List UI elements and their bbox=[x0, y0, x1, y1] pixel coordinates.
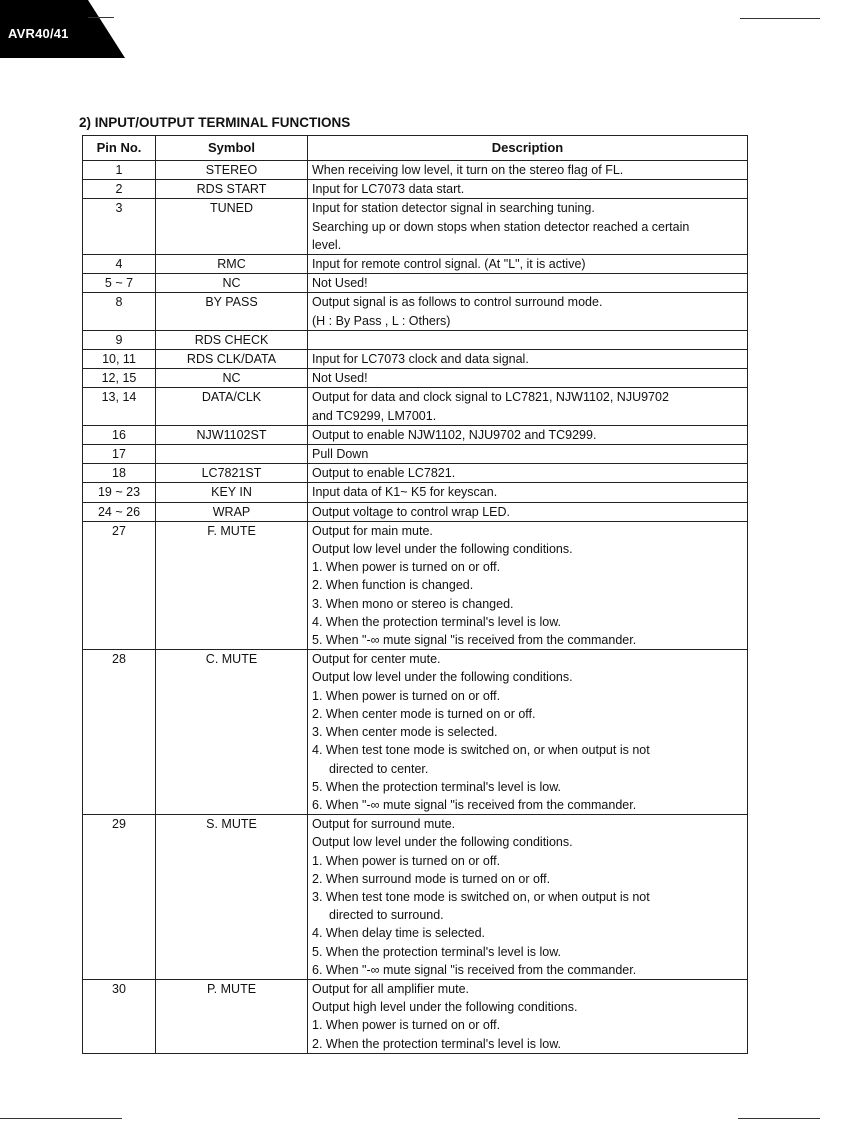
pin-number: 29 bbox=[83, 815, 156, 980]
pin-number: 18 bbox=[83, 464, 156, 483]
description-line: 5. When "-∞ mute signal "is received from the commander. bbox=[312, 633, 637, 648]
pin-symbol: LC7821ST bbox=[156, 464, 308, 483]
description-line: Output low level under the following conditions. bbox=[312, 542, 573, 557]
description-line: Output high level under the following conditions. bbox=[312, 1000, 578, 1015]
description-line: 6. When "-∞ mute signal "is received from the commander. bbox=[312, 962, 637, 977]
pin-number: 17 bbox=[83, 445, 156, 464]
column-header-description: Description bbox=[308, 136, 748, 161]
pin-description bbox=[308, 979, 748, 1053]
table-row bbox=[83, 199, 748, 255]
model-header-tab bbox=[0, 0, 125, 58]
description-line: 3. When test tone mode is switched on, or when output is not bbox=[312, 889, 650, 904]
pin-description bbox=[308, 330, 748, 349]
pin-number: 4 bbox=[83, 255, 156, 274]
description-line: 2. When the protection terminal's level is low. bbox=[312, 1036, 562, 1051]
description-line: Input for LC7073 clock and data signal. bbox=[312, 352, 529, 367]
description-line: Output for main mute. bbox=[312, 523, 433, 538]
pin-description bbox=[308, 161, 748, 180]
column-header-pin: Pin No. bbox=[83, 136, 156, 161]
description-line: 6. When "-∞ mute signal "is received from the commander. bbox=[312, 797, 637, 812]
description-line: Input data of K1~ K5 for keyscan. bbox=[312, 485, 498, 500]
pin-symbol: KEY IN bbox=[156, 483, 308, 502]
table-body bbox=[83, 161, 748, 1054]
table-row bbox=[83, 388, 748, 425]
pin-number: 1 bbox=[83, 161, 156, 180]
description-line: (H : By Pass , L : Others) bbox=[312, 313, 451, 328]
table-row bbox=[83, 180, 748, 199]
table-row bbox=[83, 979, 748, 1053]
pin-description bbox=[308, 650, 748, 815]
description-line: Output for center mute. bbox=[312, 652, 441, 667]
pin-description bbox=[308, 815, 748, 980]
description-line: 5. When the protection terminal's level is low. bbox=[312, 779, 562, 794]
description-line: 4. When test tone mode is switched on, or when output is not bbox=[312, 743, 650, 758]
model-label: AVR40/41 bbox=[8, 26, 69, 41]
table-row bbox=[83, 425, 748, 444]
pin-number: 13, 14 bbox=[83, 388, 156, 425]
pin-symbol: F. MUTE bbox=[156, 521, 308, 649]
pin-description bbox=[308, 274, 748, 293]
footer-rule-left bbox=[0, 1118, 122, 1119]
pin-symbol: RDS START bbox=[156, 180, 308, 199]
pin-description bbox=[308, 445, 748, 464]
table-row bbox=[83, 483, 748, 502]
description-line: Output for surround mute. bbox=[312, 817, 456, 832]
description-line: 1. When power is turned on or off. bbox=[312, 1018, 501, 1033]
pin-description bbox=[308, 483, 748, 502]
pin-symbol: P. MUTE bbox=[156, 979, 308, 1053]
table-row bbox=[83, 330, 748, 349]
pin-number: 10, 11 bbox=[83, 350, 156, 369]
description-line: Pull Down bbox=[312, 447, 369, 462]
pin-number: 30 bbox=[83, 979, 156, 1053]
pin-symbol: NC bbox=[156, 369, 308, 388]
pin-number: 19 ~ 23 bbox=[83, 483, 156, 502]
description-line: Searching up or down stops when station detector reached a certain bbox=[312, 219, 690, 234]
description-line: and TC9299, LM7001. bbox=[312, 408, 437, 423]
description-line: 3. When center mode is selected. bbox=[312, 725, 498, 740]
pin-description bbox=[308, 388, 748, 425]
description-line: Output low level under the following conditions. bbox=[312, 670, 573, 685]
description-line: 1. When power is turned on or off. bbox=[312, 688, 501, 703]
terminal-functions-table bbox=[82, 135, 748, 1054]
pin-symbol: WRAP bbox=[156, 502, 308, 521]
pin-symbol: RDS CHECK bbox=[156, 330, 308, 349]
pin-number: 28 bbox=[83, 650, 156, 815]
table-row bbox=[83, 445, 748, 464]
description-line: Input for station detector signal in searching tuning. bbox=[312, 201, 595, 216]
pin-symbol: C. MUTE bbox=[156, 650, 308, 815]
pin-symbol: DATA/CLK bbox=[156, 388, 308, 425]
description-line: Output for data and clock signal to LC7821, NJW1102, NJU9702 bbox=[312, 390, 669, 405]
description-line: directed to center. bbox=[329, 761, 429, 776]
pin-symbol: RMC bbox=[156, 255, 308, 274]
description-line: Not Used! bbox=[312, 371, 368, 386]
description-line: 1. When power is turned on or off. bbox=[312, 853, 501, 868]
table-row bbox=[83, 502, 748, 521]
pin-number: 2 bbox=[83, 180, 156, 199]
table-row bbox=[83, 255, 748, 274]
description-line: 5. When the protection terminal's level is low. bbox=[312, 944, 562, 959]
description-line: Output voltage to control wrap LED. bbox=[312, 504, 511, 519]
pin-description bbox=[308, 293, 748, 330]
header-rule-left bbox=[88, 17, 114, 18]
table-row bbox=[83, 815, 748, 980]
pin-description bbox=[308, 502, 748, 521]
pin-description bbox=[308, 425, 748, 444]
table-row bbox=[83, 464, 748, 483]
description-line: 2. When center mode is turned on or off. bbox=[312, 706, 536, 721]
pin-number: 24 ~ 26 bbox=[83, 502, 156, 521]
footer-rule-right bbox=[738, 1118, 820, 1119]
pin-symbol: STEREO bbox=[156, 161, 308, 180]
pin-number: 27 bbox=[83, 521, 156, 649]
description-line: 3. When mono or stereo is changed. bbox=[312, 596, 514, 611]
pin-symbol: TUNED bbox=[156, 199, 308, 255]
pin-number: 8 bbox=[83, 293, 156, 330]
description-line: directed to surround. bbox=[329, 908, 444, 923]
table-row bbox=[83, 350, 748, 369]
description-line: Output to enable LC7821. bbox=[312, 466, 456, 481]
pin-description bbox=[308, 199, 748, 255]
description-line: Input for LC7073 data start. bbox=[312, 182, 465, 197]
header-rule-right bbox=[740, 18, 820, 19]
description-line: level. bbox=[312, 237, 342, 252]
pin-number: 12, 15 bbox=[83, 369, 156, 388]
description-line: 2. When function is changed. bbox=[312, 578, 474, 593]
pin-symbol: S. MUTE bbox=[156, 815, 308, 980]
table-row bbox=[83, 161, 748, 180]
description-line: When receiving low level, it turn on the stereo flag of FL. bbox=[312, 163, 624, 177]
table-row bbox=[83, 293, 748, 330]
pin-symbol: RDS CLK/DATA bbox=[156, 350, 308, 369]
description-line: Output to enable NJW1102, NJU9702 and TC9299. bbox=[312, 427, 597, 442]
pin-symbol: NC bbox=[156, 274, 308, 293]
table-row bbox=[83, 521, 748, 649]
description-line: Output signal is as follows to control surround mode. bbox=[312, 295, 603, 310]
pin-symbol bbox=[156, 445, 308, 464]
pin-number: 9 bbox=[83, 330, 156, 349]
description-line: 4. When the protection terminal's level is low. bbox=[312, 614, 562, 629]
table-row bbox=[83, 274, 748, 293]
table-row bbox=[83, 650, 748, 815]
description-line: Input for remote control signal. (At "L", it is active) bbox=[312, 257, 586, 272]
table-row bbox=[83, 369, 748, 388]
pin-number: 5 ~ 7 bbox=[83, 274, 156, 293]
description-line: 4. When delay time is selected. bbox=[312, 926, 485, 941]
section-title: 2) INPUT/OUTPUT TERMINAL FUNCTIONS bbox=[79, 115, 351, 130]
description-line: Not Used! bbox=[312, 276, 368, 291]
description-line: Output low level under the following conditions. bbox=[312, 835, 573, 850]
pin-number: 16 bbox=[83, 425, 156, 444]
column-header-symbol: Symbol bbox=[156, 136, 308, 161]
pin-description bbox=[308, 521, 748, 649]
pin-description bbox=[308, 180, 748, 199]
pin-description bbox=[308, 350, 748, 369]
table-header-row bbox=[83, 136, 748, 161]
pin-description bbox=[308, 464, 748, 483]
pin-symbol: NJW1102ST bbox=[156, 425, 308, 444]
pin-description bbox=[308, 255, 748, 274]
pin-description bbox=[308, 369, 748, 388]
pin-symbol: BY PASS bbox=[156, 293, 308, 330]
pin-number: 3 bbox=[83, 199, 156, 255]
description-line: Output for all amplifier mute. bbox=[312, 981, 470, 996]
description-line: 2. When surround mode is turned on or off. bbox=[312, 871, 551, 886]
description-line: 1. When power is turned on or off. bbox=[312, 560, 501, 575]
